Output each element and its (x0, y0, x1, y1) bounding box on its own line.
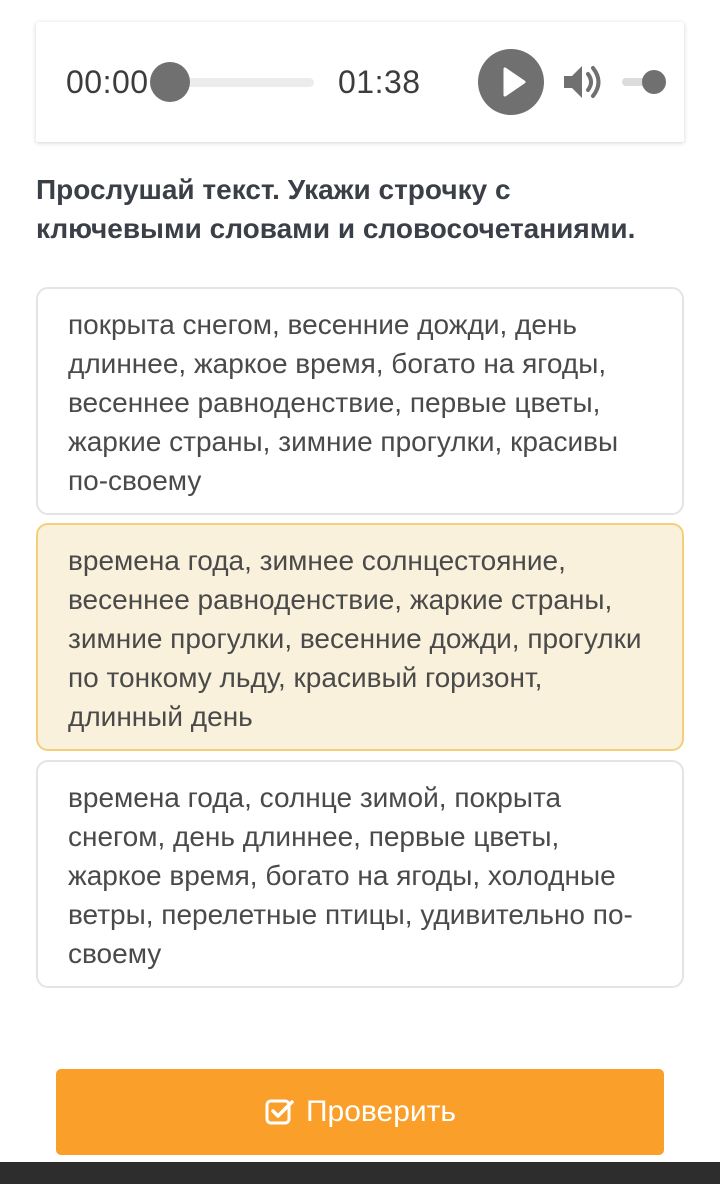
bottom-bar (0, 1162, 720, 1184)
current-time: 00:00 (66, 64, 149, 100)
question-text: Прослушай текст. Укажи строчку с ключевыми словами и словосочетаниями. (36, 174, 636, 244)
audio-player (36, 22, 684, 142)
volume-button[interactable] (562, 60, 606, 104)
check-button-label: Проверить (305, 1095, 457, 1128)
seek-handle[interactable] (150, 62, 190, 102)
total-time: 01:38 (338, 64, 421, 100)
checkbox-check-icon (264, 1096, 296, 1128)
answer-option-3[interactable]: времена года, солнце зимой, покрыта снегом, день длиннее, первые цветы, жаркое время, богато на ягоды, холодные ветры, перелетные птицы, удивительно по-своему (36, 760, 684, 988)
volume-icon (562, 60, 606, 104)
answer-option-2[interactable]: времена года, зимнее солнцестояние, весеннее равноденствие, жаркие страны, зимние прогулки, весенние дожди, прогулки по тонкому льду, красивый горизонт, длинный день (36, 523, 684, 751)
check-button[interactable] (56, 1069, 664, 1155)
play-icon (478, 49, 544, 115)
answer-option-1[interactable]: покрыта снегом, весенние дожди, день длиннее, жаркое время, богато на ягоды, весеннее равноденствие, первые цветы, жаркие страны, зимние прогулки, красивы по-своему (36, 287, 684, 515)
seek-bar[interactable] (170, 78, 314, 87)
play-button[interactable] (478, 49, 544, 115)
volume-handle[interactable] (642, 70, 666, 94)
